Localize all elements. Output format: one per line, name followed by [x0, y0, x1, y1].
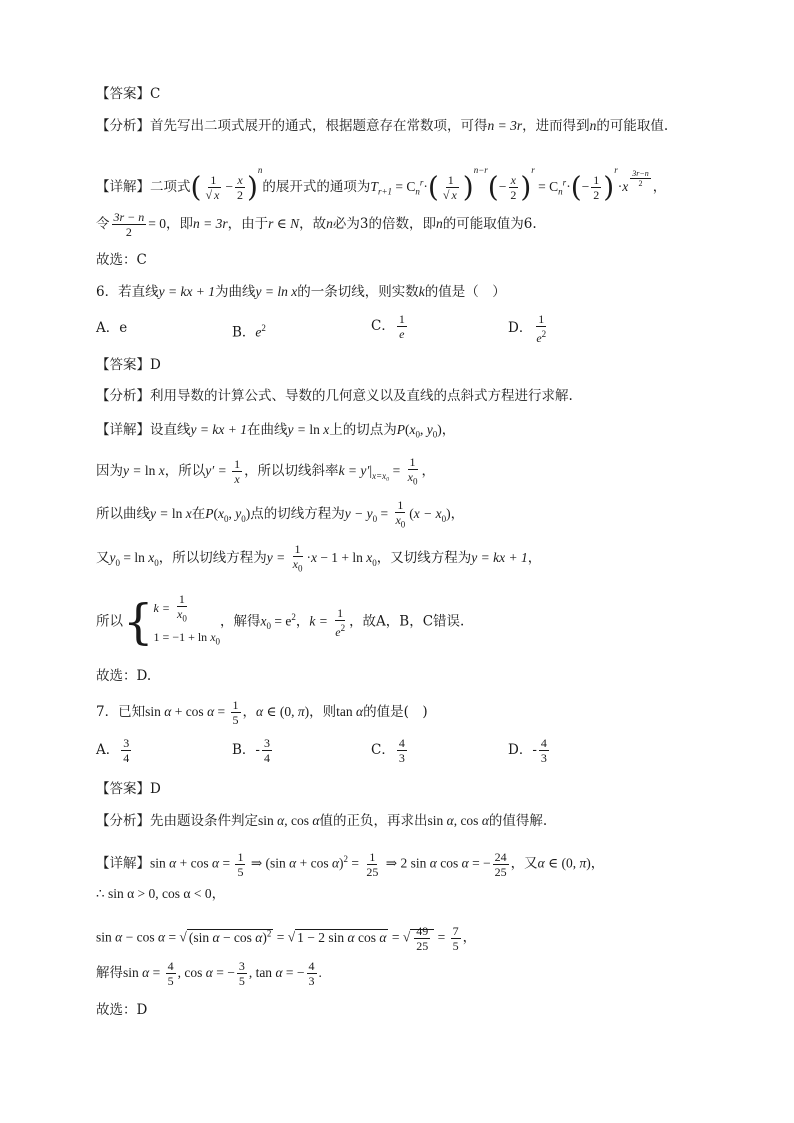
- detail-tag: 【详解】: [96, 422, 150, 438]
- q6-analysis-line: 【分析】利用导数的计算公式、导数的几何意义以及直线的点斜式方程进行求解.: [96, 388, 573, 404]
- q5-ling-line: 令 $\frac{3r - n}{2}$ = 0，即n = 3r，由于r ∈ N，故n必为3的倍数，即n的可能取值为6.: [96, 210, 537, 239]
- q7-choose-line: 故选：D: [96, 1002, 148, 1018]
- detail-tag: 【详解】: [96, 179, 150, 195]
- q6-option-b: B．$e^2$: [232, 323, 266, 341]
- q7-detail-line-2: ∴ sin α > 0, cos α < 0，: [96, 886, 226, 901]
- answer-value: D: [150, 357, 161, 373]
- q6-detail-line-5: 所以{ k = $\frac{1}{x_0}$ $1 = -1 + \ln x_0$ ，解得$x_0 = e^2$，k = $\frac{1}{e^2}$ ，故A，B，C错误.: [96, 592, 465, 650]
- q6-choose-line: 故选：D.: [96, 668, 152, 684]
- q5-detail-line: 【详解】二项式( $\frac{1}{√ x}$ − $\frac{x}{2}$ )$^n$的展开式的通项为$T_{r+1} = C_n^r\cdot$( $\frac{1}{√ x}$ )$^{n-r}$(− $\frac{x}{2}$ )$^r = C_n^r\cdot(-$ $\frac{1}{2}$ )$^r$·x $^{\frac{3r-n}{2}}$ ，: [96, 165, 667, 204]
- q6-detail-line-4: 又$y_0 = \ln x_0$，所以切线方程为y = $\frac{1}{x_0}$ $\cdot x - 1 + \ln x_0$，又切线方程为y = kx + 1，: [96, 542, 542, 574]
- analysis-tag: 【分析】: [96, 388, 150, 404]
- q7-option-d: D．- $\frac{4}{3}$: [508, 736, 547, 765]
- answer-tag: 【答案】: [96, 357, 150, 373]
- answer-tag: 【答案】: [96, 86, 150, 102]
- q5-analysis-line: 【分析】首先写出二项式展开的通式，根据题意存在常数项，可得n = 3r，进而得到n的可能取值.: [96, 118, 669, 134]
- q7-answer-line: [96, 779, 161, 799]
- detail-tag: 【详解】: [96, 855, 150, 872]
- q6-answer-line: [96, 355, 161, 375]
- q7-options: [0, 736, 794, 770]
- analysis-tag: 【分析】: [96, 813, 150, 829]
- q6-options: [0, 312, 794, 346]
- q7-option-a: A． $\frac{3}{4}$: [96, 736, 130, 765]
- answer-value: D: [150, 781, 161, 797]
- q7-analysis-line: 【分析】先由题设条件判定sin α, cos α值的正负，再求出sin α, cos α的值得解.: [96, 813, 548, 829]
- q7-stem-line: 7．已知sin α + cos α = $\frac{1}{5}$ ，α ∈ (0, π)，则tan α的值是( ): [96, 698, 428, 727]
- answer-tag: 【答案】: [96, 781, 150, 797]
- analysis-tag: 【分析】: [96, 118, 150, 134]
- q7-option-b: B．- $\frac{3}{4}$: [232, 736, 270, 765]
- answer-value: C: [150, 86, 161, 102]
- q7-detail-line-4: 解得sin α = $\frac{4}{5}$ , cos α = − $\frac{3}{5}$ , tan α = − $\frac{4}{3}$ .: [96, 959, 322, 988]
- q5-choose-line: 故选：C: [96, 252, 147, 268]
- q6-detail-line-2: 因为y = ln x，所以y′ = $\frac{1}{x}$ ，所以切线斜率$k = y'|_{x=x_0}$ = $\frac{1}{x_0}$ ，: [96, 455, 435, 487]
- q6-detail-line-1: 【详解】设直线y = kx + 1在曲线y = ln x上的切点为$P(x_0$, $y_0$)，: [96, 422, 456, 440]
- q6-detail-line-3: 所以曲线y = ln x在$P(x_0$, $y_0$)点的切线方程为$y - y_0$ = $\frac{1}{x_0}$ $(x - x_0)$，: [96, 498, 465, 530]
- q6-option-a: A．e: [96, 320, 128, 336]
- q7-detail-line-1: 【详解】sin α + cos α = $\frac{1}{5}$ ⇒ (sin α + cos α)$^2$ = $\frac{1}{25}$ ⇒ 2 sin α cos α = − $\frac{24}{25}$ ，又α ∈ (0, π)，: [96, 849, 605, 879]
- q7-option-c: C． $\frac{4}{3}$: [371, 736, 405, 765]
- q6-option-d: D． $\frac{1}{e^2}$: [508, 312, 547, 345]
- q5-answer-line: [96, 84, 160, 104]
- q6-stem-line: 6．若直线y = kx + 1为曲线y = ln x的一条切线，则实数k的值是（ ）: [96, 284, 506, 300]
- q7-detail-line-3: sin α − cos α = √ (sin α − cos α)$^2$ = √ 1 − 2 sin α cos α = √ $\frac{49}{25}$ = $\frac{7}{5}$ ，: [96, 923, 477, 953]
- q6-option-c: C． $\frac{1}{e}$: [371, 312, 405, 341]
